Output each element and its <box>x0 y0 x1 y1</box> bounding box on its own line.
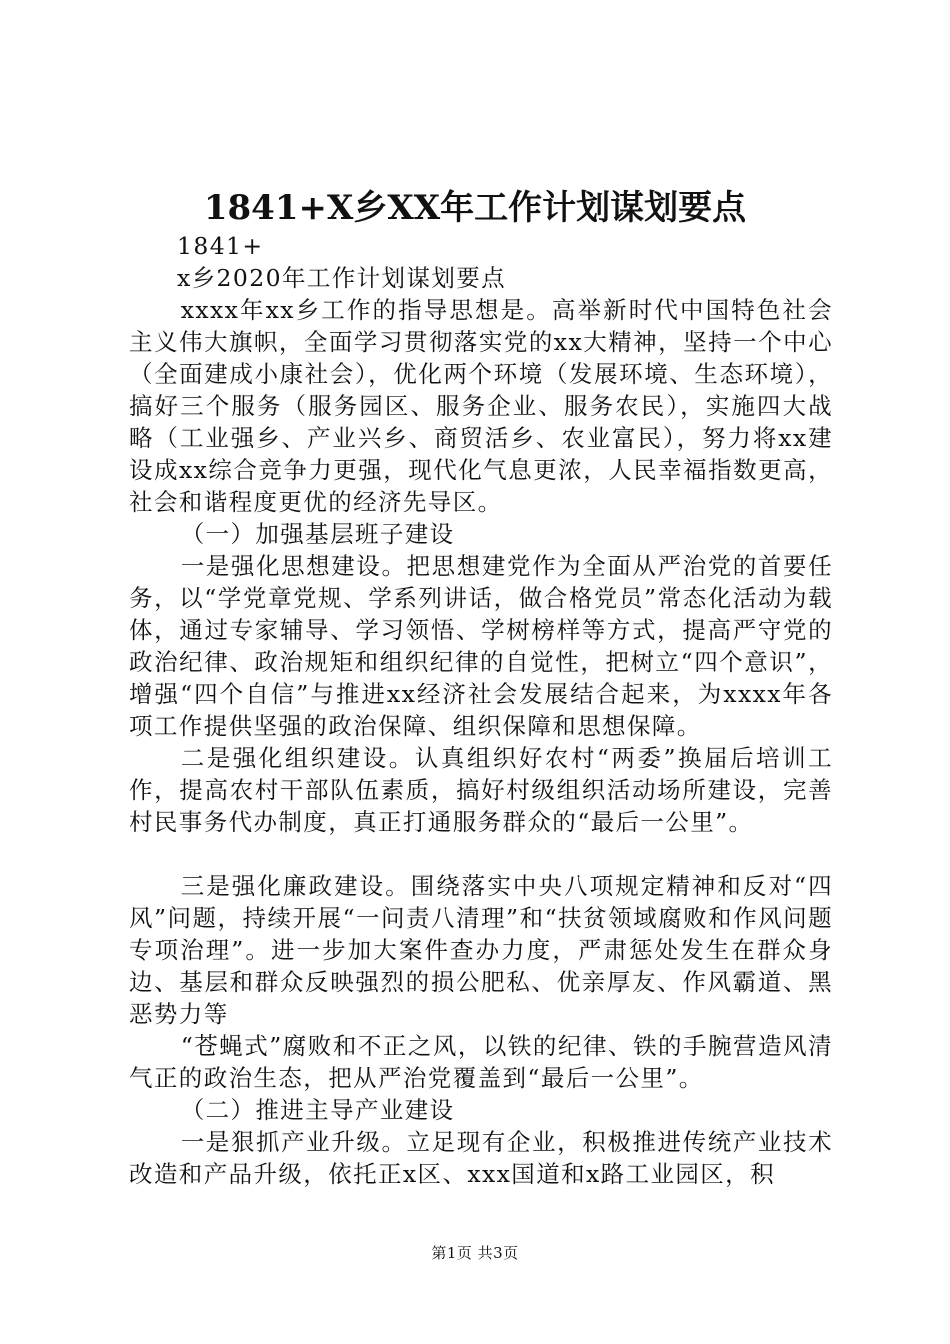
paragraph-guiding-thought: xxxx年xx乡工作的指导思想是。高举新时代中国特色社会主义伟大旗帜，全面学习贯彻落实党的xx大精神，坚持一个中心（全面建成小康社会），优化两个环境（发展环境、生态环境），搞好三个服务（服务园区、服务企业、服务农民），实施四大战略（工业强乡、产业兴乡、商贸活乡、农业富民），努力将xx建设成xx综合竞争力更强，现代化气息更浓，人民幸福指数更高，社会和谐程度更优的经济先导区。 <box>129 296 833 516</box>
paragraph-subtitle: x乡2020年工作计划谋划要点 <box>177 264 507 292</box>
document-title: 1841+X乡XX年工作计划谋划要点 <box>203 188 747 228</box>
paragraph-integrity-building: 三是强化廉政建设。围绕落实中央八项规定精神和反对“四风”问题，持续开展“一问责八清理”和“扶贫领域腐败和作风问题专项治理”。进一步加大案件查办力度，严肃惩处发生在群众身边、基层和群众反映强烈的损公肥私、优亲厚友、作风霸道、黑恶势力等 <box>129 872 833 1028</box>
section-heading-2: （二）推进主导产业建设 <box>180 1096 455 1124</box>
paragraph-ideology-building: 一是强化思想建设。把思想建党作为全面从严治党的首要任务，以“学党章党规、学系列讲话，做合格党员”常态化活动为载体，通过专家辅导、学习领悟、学树榜样等方式，提高严守党的政治纪律、政治规矩和组织纪律的自觉性，把树立“四个意识”，增强“四个自信”与推进xx经济社会发展结合起来，为xxxx年各项工作提供坚强的政治保障、组织保障和思想保障。 <box>129 552 833 740</box>
paragraph-gap <box>129 838 833 870</box>
paragraph-organization-building: 二是强化组织建设。认真组织好农村“两委”换届后培训工作，提高农村干部队伍素质，搞好村级组织活动场所建设，完善村民事务代办制度，真正打通服务群众的“最后一公里”。 <box>129 744 833 836</box>
paragraph-heading-number: 1841+ <box>177 232 264 260</box>
page-footer: 第1页 共3页 <box>431 1244 519 1262</box>
paragraph-integrity-continued: “苍蝇式”腐败和不正之风，以铁的纪律、铁的手腕营造风清气正的政治生态，把从严治党覆盖到“最后一公里”。 <box>129 1032 833 1092</box>
document-body <box>129 230 833 1190</box>
paragraph-industry-upgrade: 一是狠抓产业升级。立足现有企业，积极推进传统产业技术改造和产品升级，依托正x区、xxx国道和x路工业园区，积 <box>129 1128 833 1188</box>
section-heading-1: （一）加强基层班子建设 <box>180 520 455 548</box>
